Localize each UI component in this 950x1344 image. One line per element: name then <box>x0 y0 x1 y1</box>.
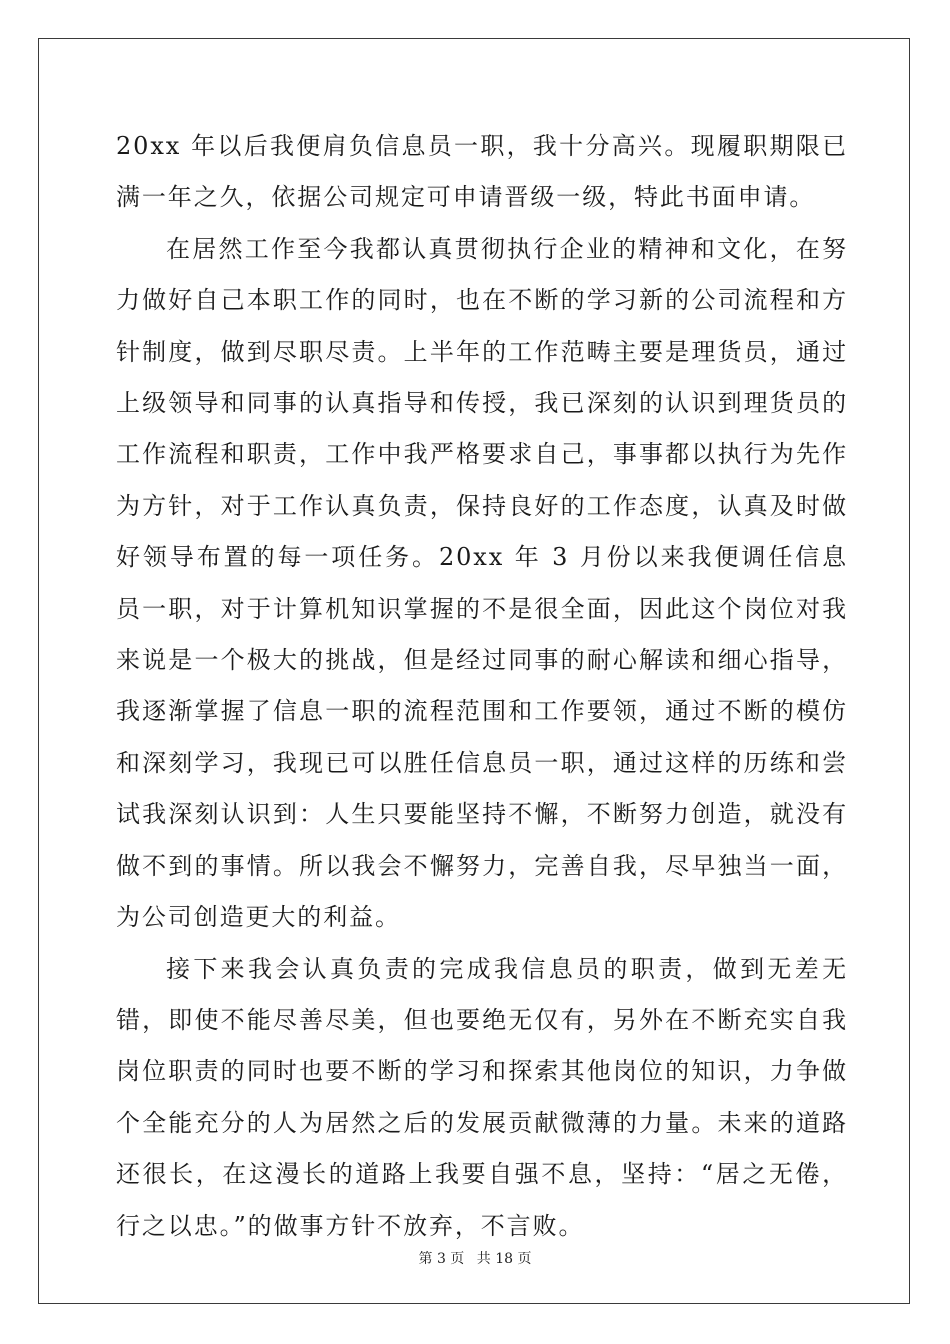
paragraph-3: 接下来我会认真负责的完成我信息员的职责，做到无差无错，即使不能尽善尽美，但也要绝无仅有，另外在不断充实自我岗位职责的同时也要不断的学习和探索其他岗位的知识，力争做个全能充分的人为居然之后的发展贡献微薄的力量。未来的道路还很长，在这漫长的道路上我要自强不息，坚持：“居之无倦，行之以忠。”的做事方针不放弃，不言败。 <box>116 954 848 1240</box>
paragraph-1: 20xx 年以后我便肩负信息员一职，我十分高兴。现履职期限已满一年之久，依据公司规定可申请晋级一级，特此书面申请。 <box>116 132 848 212</box>
page-number: 第 3 页 <box>418 1251 465 1267</box>
paragraph-2: 在居然工作至今我都认真贯彻执行企业的精神和文化，在努力做好自己本职工作的同时，也在不断的学习新的公司流程和方针制度，做到尽职尽责。上半年的工作范畴主要是理货员，通过上级领导和同事的认真指导和传授，我已深刻的认识到理货员的工作流程和职责，工作中我严格要求自己，事事都以执行为先作为方针，对于工作认真负责，保持良好的工作态度，认真及时做好领导布置的每一项任务。20xx 年 3 月份以来我便调任信息员一职，对于计算机知识掌握的不是很全面，因此这个岗位对我来说是一个极大的挑战，但是经过同事的耐心解读和细心指导，我逐渐掌握了信息一职的流程范围和工作要领，通过不断的模仿和深刻学习，我现已可以胜任信息员一职，通过这样的历练和尝试我深刻认识到：人生只要能坚持不懈，不断努力创造，就没有做不到的事情。所以我会不懈努力，完善自我，尽早独当一面，为公司创造更大的利益。 <box>116 234 848 932</box>
page-footer <box>0 1248 950 1268</box>
page-total: 共 18 页 <box>476 1251 532 1267</box>
document-body <box>116 121 848 1252</box>
